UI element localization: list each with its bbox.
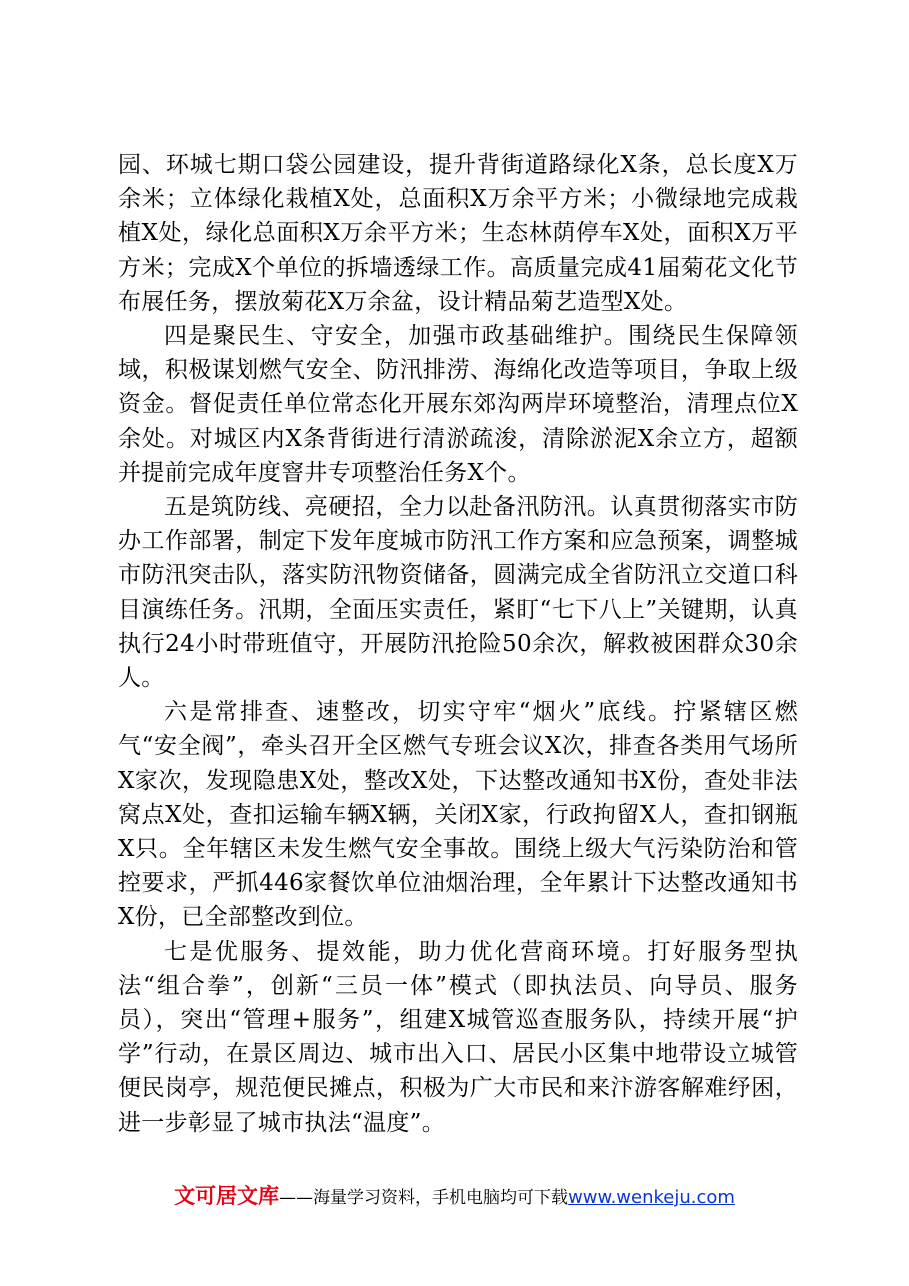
paragraph-gas-safety: 六是常排查、速整改，切实守牢“烟火”底线。拧紧辖区燃气“安全阀”，牵头召开全区燃气专班会议X次，排查各类用气场所X家次，发现隐患X处，整改X处，下达整改通知书X份，查处非法窝点X处，查扣运输车辆X辆，关闭X家，行政拘留X人，查扣钢瓶X只。全年辖区未发生燃气安全事故。围绕上级大气污染防治和管控要求，严抓446家餐饮单位油烟治理，全年累计下达整改通知书X份，已全部整改到位。 bbox=[118, 699, 798, 931]
footer-brand: 文可居文库 bbox=[174, 1184, 280, 1208]
footer-tagline: ——海量学习资料，手机电脑均可下载 bbox=[279, 1188, 569, 1208]
document-body bbox=[118, 148, 798, 1140]
footer-banner bbox=[0, 1184, 909, 1210]
footer-url-link[interactable]: www.wenkeju.com bbox=[568, 1187, 735, 1208]
paragraph-business-environment: 七是优服务、提效能，助力优化营商环境。打好服务型执法“组合拳”，创新“三员一体”模式（即执法员、向导员、服务员），突出“管理+服务”，组建X城管巡查服务队，持续开展“护学”行动，在景区周边、城市出入口、居民小区集中地带设立城管便民岗亭，规范便民摊点，积极为广大市民和来汴游客解难纾困，进一步彰显了城市执法“温度”。 bbox=[118, 938, 798, 1136]
paragraph-greening-continued: 园、环城七期口袋公园建设，提升背街道路绿化X条，总长度X万余米；立体绿化栽植X处，总面积X万余平方米；小微绿地完成栽植X处，绿化总面积X万余平方米；生态林荫停车X处，面积X万平方米；完成X个单位的拆墙透绿工作。高质量完成41届菊花文化节布展任务，摆放菊花X万余盆，设计精品菊艺造型X处。 bbox=[118, 152, 798, 315]
paragraph-flood-prevention: 五是筑防线、亮硬招，全力以赴备汛防汛。认真贯彻落实市防办工作部署，制定下发年度城市防汛工作方案和应急预案，调整城市防汛突击队，落实防汛物资储备，圆满完成全省防汛立交道口科目演练任务。汛期，全面压实责任，紧盯“七下八上”关键期，认真执行24小时带班值守，开展防汛抢险50余次，解救被困群众30余人。 bbox=[118, 494, 798, 692]
paragraph-municipal-maintenance: 四是聚民生、守安全，加强市政基础维护。围绕民生保障领域，积极谋划燃气安全、防汛排涝、海绵化改造等项目，争取上级资金。督促责任单位常态化开展东郊沟两岸环境整治，清理点位X余处。对城区内X条背街进行清淤疏浚，清除淤泥X余立方，超额并提前完成年度窨井专项整治任务X个。 bbox=[118, 323, 798, 486]
